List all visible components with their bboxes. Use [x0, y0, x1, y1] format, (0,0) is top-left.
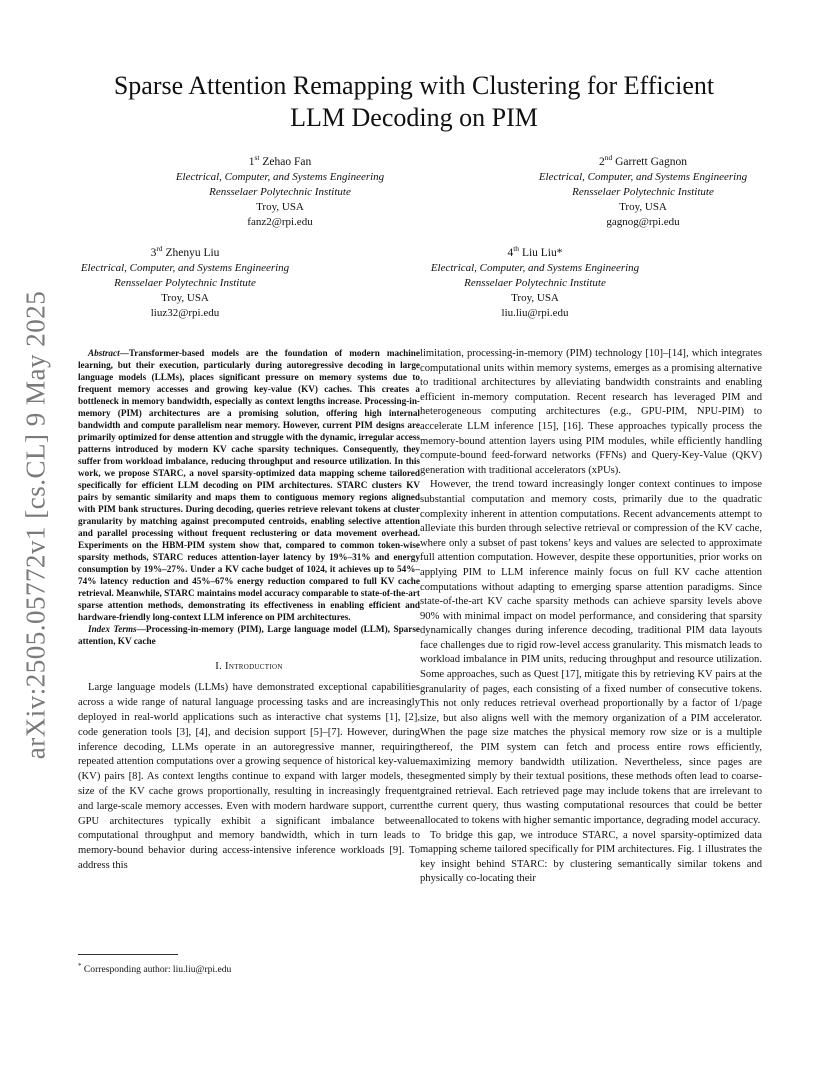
paper-title	[70, 70, 758, 134]
author-affiliation: Electrical, Computer, and Systems Engineering	[80, 261, 290, 274]
index-terms	[78, 623, 420, 647]
author-name: 2nd Garrett Gagnon	[599, 153, 687, 168]
arxiv-sidebar-stamp	[18, 285, 54, 765]
author-block-3	[60, 241, 310, 321]
author-affiliation: Electrical, Computer, and Systems Engineering	[430, 261, 640, 274]
author-name: 1st Zehao Fan	[248, 153, 312, 168]
author-block-4	[410, 241, 660, 321]
footnote: * Corresponding author: liu.liu@rpi.edu	[78, 962, 232, 976]
author-block-1	[170, 150, 390, 230]
author-email: liuz32@rpi.edu	[150, 306, 220, 319]
author-email: fanz2@rpi.edu	[247, 215, 313, 228]
title-line-1: Sparse Attention Remapping with Clustering for Efficient	[113, 71, 715, 100]
author-location: Troy, USA	[161, 291, 209, 304]
left-column	[78, 347, 420, 874]
abstract-label: Abstract	[88, 348, 120, 358]
author-institution: Rensselaer Polytechnic Institute	[209, 185, 351, 198]
index-terms-text: —Processing-in-memory (PIM), Large language model (LLM), Sparse attention, KV cache	[78, 624, 420, 646]
author-affiliation: Electrical, Computer, and Systems Engineering	[538, 170, 748, 183]
title-line-2: LLM Decoding on PIM	[290, 103, 538, 132]
author-name: 4th Liu Liu*	[507, 244, 563, 259]
author-name: 3rd Zhenyu Liu	[150, 244, 220, 259]
abstract-text: —Transformer-based models are the foundation of modern machine learning, but their execution, particularly during autoregressive decoding in large language models (LLMs), places significant pressure on memory systems due to frequent memory accesses and growing key-value (KV) caches. This creates a bottleneck in memory bandwidth, especially as context lengths increase. Processing-in-memory (PIM) architectures are a promising solution, offering high internal bandwidth and compute parallelism near memory. However, current PIM designs are primarily optimized for dense attention and struggle with the dynamic, irregular access patterns introduced by modern KV cache sparsity techniques. Consequently, they suffer from workload imbalance, reducing throughput and resource utilization. In this work, we propose STARC, a novel sparsity-optimized data mapping scheme tailored specifically for efficient LLM decoding on PIM architectures. STARC clusters KV pairs by semantic similarity and maps them to contiguous memory regions aligned with PIM bank structures. During decoding, queries retrieve relevant tokens at cluster granularity by matching against precomputed centroids, enabling selective attention and parallel processing without frequent reclustering or data movement overhead. Experiments on the HBM-PIM system show that, compared to common token-wise sparsity methods, STARC reduces attention-layer latency by 19%–31% and energy consumption by 19%–27%. Under a KV cache budget of 1024, it achieves up to 54%–74% latency reduction and 45%–67% energy reduction compared to full KV cache retrieval. Meanwhile, STARC maintains model accuracy comparable to state-of-the-art sparse attention methods, demonstrating its effectiveness in enabling efficient and hardware-friendly long-context LLM inference on PIM architectures.	[78, 348, 420, 622]
arxiv-identifier: arXiv:2505.05772v1 [cs.CL] 9 May 2025	[20, 290, 51, 760]
abstract	[78, 347, 420, 623]
body-paragraph: limitation, processing-in-memory (PIM) technology [10]–[14], which integrates computational units within memory systems, emerges as a promising alternative to traditional architectures by alleviating bandwidth constraints and enabling efficient in-memory computation. Recent research has leveraged PIM and heterogeneous computing architectures (e.g., GPU-PIM, NPU-PIM) to accelerate LLM inference [15], [16]. These approaches typically process the memory-bound attention layers using PIM modules, while efficiently handling compute-bound feed-forward networks (FFNs) and Query-Key-Value (QKV) generation with traditional accelerators (xPUs).	[420, 348, 762, 476]
author-location: Troy, USA	[256, 200, 304, 213]
right-column	[420, 347, 762, 887]
body-paragraph: However, the trend toward increasingly longer context continues to impose substantial computation and memory costs, primarily due to the quadratic complexity inherent in attention computations. Recent advancements attempt to alleviate this burden through selective retrieval or compression of the KV cache, where only a subset of past tokens’ keys and values are selected to approximate full attention computation. However, despite these opportunities, prior works on applying PIM to LLM inference mainly focus on full KV cache attention computations without adapting to emerging sparse attention paradigms. Since state-of-the-art KV cache sparsity methods can achieve sparsity levels above 90% with minimal impact on model performance, and considering that sparsity dynamically changes during inference decoding, traditional PIM data layouts face challenges due to rigid row-level access granularity. This mismatch leads to workload imbalance in PIM units, reducing throughput and resource utilization. Some approaches, such as Quest [17], mitigate this by retrieving KV pairs at the granularity of pages, each consisting of a fixed number of consecutive tokens. This not only reduces retrieval overhead proportionally by a factor of 1/page size, but also aligns well with the memory organization of a PIM accelerator. When the page size matches the physical memory row size or is a multiple thereof, the PIM system can fetch and process entire rows efficiently, maximizing memory bandwidth utilization. Nevertheless, since pages are segmented simply by their textual positions, these methods often lead to coarse-grained retrieval. Each retrieved page may include tokens that are irrelevant to the current query, thus wasting computational resources that could be better allocated to tokens with higher semantic importance, degrading model accuracy.	[420, 479, 762, 826]
author-institution: Rensselaer Polytechnic Institute	[572, 185, 714, 198]
author-institution: Rensselaer Polytechnic Institute	[464, 276, 606, 289]
author-location: Troy, USA	[619, 200, 667, 213]
index-terms-label: Index Terms	[88, 624, 137, 634]
author-email: liu.liu@rpi.edu	[501, 306, 569, 319]
author-block-2	[518, 150, 768, 230]
body-paragraph: To bridge this gap, we introduce STARC, a novel sparsity-optimized data mapping scheme tailored specifically for PIM architectures. Fig. 1 illustrates the key insight behind STARC: by clustering semantically similar tokens and physically co-locating their	[420, 829, 762, 885]
footnote-rule	[78, 954, 178, 955]
section-heading: I. Introduction	[215, 661, 283, 672]
author-affiliation: Electrical, Computer, and Systems Engineering	[175, 170, 385, 183]
author-email: gagnog@rpi.edu	[606, 215, 680, 228]
author-institution: Rensselaer Polytechnic Institute	[114, 276, 256, 289]
intro-paragraph: Large language models (LLMs) have demonstrated exceptional capabilities across a wide range of natural language processing tasks and are increasingly deployed in real-world applications such as interactive chat systems [1], [2], code generation tools [3], [4], and decision support [5]–[7]. However, during inference decoding, LLMs operate in an autoregressive manner, requiring repeated attention computations over a growing sequence of historical key-value (KV) pairs [8]. As context lengths continue to expand with larger models, the size of the KV cache grows proportionally, resulting in increasingly frequent and large-scale memory accesses. Even with modern hardware support, current GPU architectures typically exhibit a significant imbalance between computational throughput and memory bandwidth, which in turn leads to memory-bound behavior during access-intensive inference workloads [9]. To address this	[78, 682, 420, 871]
author-location: Troy, USA	[511, 291, 559, 304]
